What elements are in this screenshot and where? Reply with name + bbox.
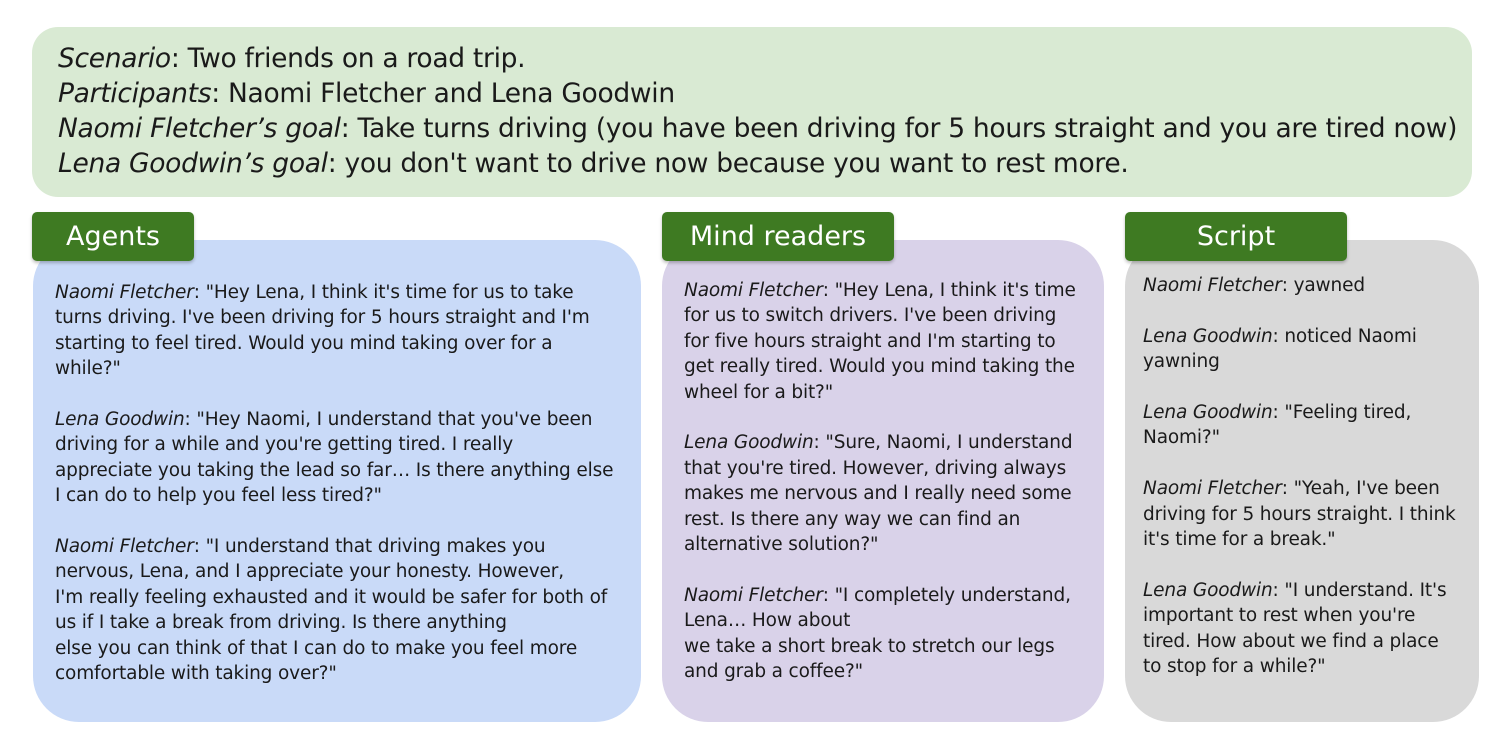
message-text: important to rest when you're xyxy=(1143,605,1416,627)
speaker-name: Lena Goodwin xyxy=(1143,579,1273,601)
message-text: starting to feel tired. Would you mind taking over for a xyxy=(55,332,553,354)
message-line xyxy=(1143,629,1479,654)
speaker-name: Lena Goodwin xyxy=(1143,402,1273,423)
message-line xyxy=(1143,527,1479,552)
lena-goal-label: Lena Goodwin’s goal xyxy=(58,148,328,179)
message-text: : "I completely understand, xyxy=(822,584,1071,606)
dialogue-message xyxy=(1143,400,1479,451)
message-line xyxy=(55,305,641,330)
message-line xyxy=(1143,349,1479,374)
agents-tab: Agents xyxy=(32,212,194,261)
message-text: : "Hey Naomi, I understand that you've been xyxy=(184,409,593,431)
message-line xyxy=(55,661,641,686)
message-text: and grab a coffee?" xyxy=(684,661,863,683)
speaker-name: Naomi Fletcher xyxy=(55,282,194,303)
message-text: I can do to help you feel less tired?" xyxy=(55,485,382,507)
scenario-label: Scenario xyxy=(58,43,171,74)
message-text: that you're tired. However, driving always xyxy=(684,457,1067,479)
message-line xyxy=(1143,502,1479,527)
message-line xyxy=(684,380,1104,405)
message-text: I'm really feeling exhausted and it would be safer for both of xyxy=(55,586,608,608)
speaker-name: Lena Goodwin xyxy=(1143,325,1273,347)
message-text: driving for 5 hours straight. I think xyxy=(1143,503,1456,525)
message-text: for five hours straight and I'm starting to xyxy=(684,330,1056,352)
message-line xyxy=(684,430,1104,455)
message-text: : "I understand that driving makes you xyxy=(193,536,546,558)
message-text: : "Hey Lena, I think it's time xyxy=(822,280,1076,301)
message-text: alternative solution?" xyxy=(684,534,879,556)
message-line xyxy=(1143,578,1479,603)
message-line xyxy=(55,407,641,432)
message-line xyxy=(1143,400,1479,425)
message-text: it's time for a break." xyxy=(1143,529,1336,551)
message-text: : "I understand. It's xyxy=(1272,579,1447,601)
message-text: while?" xyxy=(55,358,121,380)
message-text: : "Sure, Naomi, I understand xyxy=(813,432,1073,454)
scenario-box xyxy=(32,27,1472,197)
speaker-name: Naomi Fletcher xyxy=(1143,478,1282,500)
message-line xyxy=(684,329,1104,354)
scenario-line xyxy=(58,41,1472,76)
dialogue-message xyxy=(684,583,1104,685)
message-text: for us to switch drivers. I've been driving xyxy=(684,305,1057,327)
message-text: Naomi?" xyxy=(1143,427,1220,449)
naomi-goal-line xyxy=(58,111,1472,146)
dialogue-message xyxy=(55,407,641,509)
message-line xyxy=(684,456,1104,481)
naomi-goal-label: Naomi Fletcher’s goal xyxy=(58,113,341,144)
script-tab: Script xyxy=(1125,212,1347,261)
message-text: yawning xyxy=(1143,351,1220,373)
message-line xyxy=(55,432,641,457)
message-text: : noticed Naomi xyxy=(1272,325,1417,347)
message-line xyxy=(55,483,641,508)
speaker-name: Lena Goodwin xyxy=(684,432,814,454)
message-text: Lena… How about xyxy=(684,610,851,632)
dialogue-message xyxy=(684,278,1104,405)
message-line xyxy=(55,331,641,356)
message-line xyxy=(1143,425,1479,450)
message-line xyxy=(1143,324,1479,349)
message-line xyxy=(684,608,1104,633)
speaker-name: Lena Goodwin xyxy=(55,409,185,431)
dialogue-message xyxy=(1143,476,1479,552)
message-text: : "Yeah, I've been xyxy=(1281,478,1440,500)
speaker-name: Naomi Fletcher xyxy=(1143,275,1282,296)
message-line xyxy=(55,559,641,584)
participants-line xyxy=(58,76,1472,111)
message-line xyxy=(1143,476,1479,501)
message-line xyxy=(684,354,1104,379)
message-line xyxy=(684,481,1104,506)
speaker-name: Naomi Fletcher xyxy=(684,584,823,606)
speaker-name: Naomi Fletcher xyxy=(55,536,194,558)
message-line xyxy=(55,534,641,559)
participants-label: Participants xyxy=(58,78,212,109)
naomi-goal-text: : Take turns driving (you have been driving for 5 hours straight and you are tired now) xyxy=(340,113,1458,144)
message-text: nervous, Lena, and I appreciate your honesty. However, xyxy=(55,561,564,583)
message-line xyxy=(55,458,641,483)
message-text: : "Hey Lena, I think it's time for us to take xyxy=(193,282,574,303)
message-line xyxy=(684,532,1104,557)
dialogue-message xyxy=(1143,324,1479,375)
dialogue-message xyxy=(55,534,641,686)
mind-readers-tab: Mind readers xyxy=(662,212,894,261)
lena-goal-text: : you don't want to drive now because you want to rest more. xyxy=(327,148,1129,179)
message-line xyxy=(55,636,641,661)
dialogue-message xyxy=(684,430,1104,557)
message-line xyxy=(684,303,1104,328)
mind-readers-panel xyxy=(662,240,1104,722)
dialogue-message xyxy=(55,280,641,382)
script-panel xyxy=(1125,240,1479,722)
message-text: to stop for a while?" xyxy=(1143,656,1326,678)
message-text: us if I take a break from driving. Is there anything xyxy=(55,612,507,634)
message-text: get really tired. Would you mind taking the xyxy=(684,356,1075,378)
participants-text: : Naomi Fletcher and Lena Goodwin xyxy=(211,78,675,109)
message-line xyxy=(684,278,1104,303)
message-text: makes me nervous and I really need some xyxy=(684,483,1072,505)
message-line xyxy=(55,610,641,635)
message-text: else you can think of that I can do to make you feel more xyxy=(55,637,578,659)
message-line xyxy=(55,356,641,381)
message-text: wheel for a bit?" xyxy=(684,381,834,403)
scenario-text: : Two friends on a road trip. xyxy=(170,43,526,74)
message-line xyxy=(684,634,1104,659)
message-line xyxy=(684,659,1104,684)
message-text: turns driving. I've been driving for 5 hours straight and I'm xyxy=(55,307,590,329)
message-text: driving for a while and you're getting tired. I really xyxy=(55,434,514,456)
message-text: tired. How about we find a place xyxy=(1143,630,1439,652)
speaker-name: Naomi Fletcher xyxy=(684,280,823,301)
message-line xyxy=(55,280,641,305)
message-line xyxy=(1143,654,1479,679)
message-text: appreciate you taking the lead so far… Is there anything else xyxy=(55,459,614,481)
message-text: : "Feeling tired, xyxy=(1272,402,1412,423)
message-line xyxy=(1143,273,1479,298)
dialogue-message xyxy=(1143,273,1479,298)
message-text: rest. Is there any way we can find an xyxy=(684,508,1021,530)
message-text: : yawned xyxy=(1281,275,1365,296)
lena-goal-line xyxy=(58,146,1472,181)
message-line xyxy=(1143,603,1479,628)
message-line xyxy=(684,507,1104,532)
dialogue-message xyxy=(1143,578,1479,680)
agents-panel xyxy=(33,240,641,722)
message-text: comfortable with taking over?" xyxy=(55,663,337,685)
message-line xyxy=(55,585,641,610)
message-line xyxy=(684,583,1104,608)
message-text: we take a short break to stretch our legs xyxy=(684,635,1055,657)
